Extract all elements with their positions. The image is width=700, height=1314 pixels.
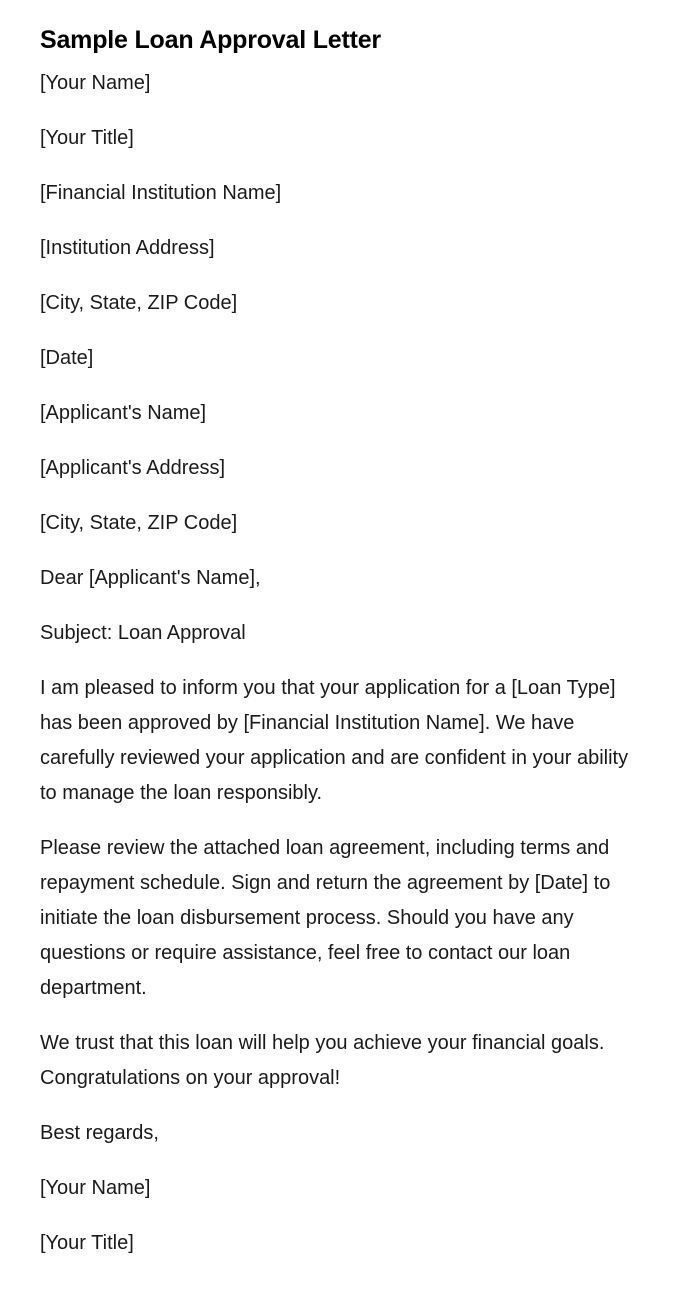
institution-city-state-zip: [City, State, ZIP Code] bbox=[40, 292, 238, 314]
sender-name: [Your Name] bbox=[40, 72, 151, 94]
body-paragraph-approval: I am pleased to inform you that your application for a [Loan Type] has been approved by [Financial Institution Name]. We have carefully reviewed your application and are confident in your ability to manage the loan responsibly. bbox=[40, 677, 629, 804]
salutation: Dear [Applicant's Name], bbox=[40, 567, 261, 589]
signature-name: [Your Name] bbox=[40, 1177, 151, 1199]
institution-name: [Financial Institution Name] bbox=[40, 182, 282, 204]
closing: Best regards, bbox=[40, 1122, 159, 1144]
letter-document bbox=[40, 22, 640, 1281]
signature-title: [Your Title] bbox=[40, 1232, 134, 1254]
sender-title: [Your Title] bbox=[40, 127, 134, 149]
applicant-city-state-zip: [City, State, ZIP Code] bbox=[40, 512, 238, 534]
subject-line: Subject: Loan Approval bbox=[40, 622, 246, 644]
letter-date: [Date] bbox=[40, 347, 94, 369]
body-paragraph-instructions: Please review the attached loan agreement, including terms and repayment schedule. Sign and return the agreement by [Date] to initiate the loan disbursement process. Should you have any questions or require assistance, feel free to contact our loan department. bbox=[40, 837, 611, 999]
applicant-address: [Applicant's Address] bbox=[40, 457, 226, 479]
institution-address: [Institution Address] bbox=[40, 237, 215, 259]
body-paragraph-congratulations: We trust that this loan will help you achieve your financial goals. Congratulations on your approval! bbox=[40, 1032, 605, 1089]
document-title: Sample Loan Approval Letter bbox=[40, 26, 381, 54]
applicant-name: [Applicant's Name] bbox=[40, 402, 207, 424]
